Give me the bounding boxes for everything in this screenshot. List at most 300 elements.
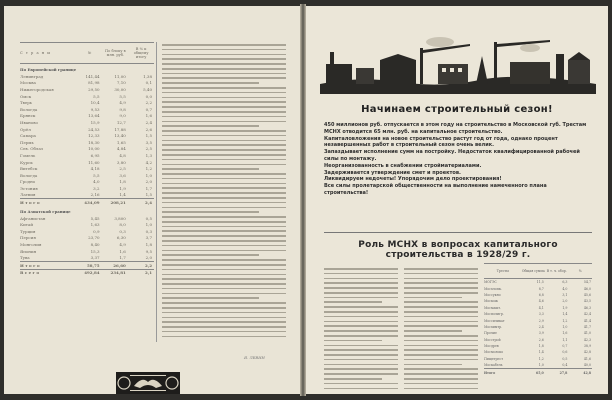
cell: 5,45	[90, 215, 100, 221]
text-line	[404, 359, 478, 361]
cell: 15,9	[90, 119, 100, 125]
section-divider	[324, 232, 592, 233]
cell: 4,2	[145, 159, 153, 165]
cell: Мосхлопк.	[484, 286, 502, 291]
cell: Мосмашт.	[484, 305, 502, 310]
cell: 1,1	[562, 337, 568, 342]
cell: 38,9	[583, 344, 591, 349]
text-line	[162, 106, 286, 108]
text-line	[324, 273, 398, 275]
text-line	[324, 330, 398, 332]
cell: 208,21	[110, 200, 126, 206]
cell: Омск	[20, 93, 32, 99]
cell: 2,0	[562, 299, 568, 304]
cell: 42,4	[583, 312, 591, 317]
cell: 4,1	[538, 305, 544, 310]
text-line	[324, 368, 398, 370]
cell: 5,40	[143, 86, 153, 92]
text-line	[162, 44, 286, 46]
table-row	[20, 80, 154, 87]
cell: 13,40	[114, 133, 126, 139]
cell: 4,84	[116, 146, 126, 152]
cell: 12,33	[88, 133, 100, 139]
border-trade-table	[20, 42, 154, 276]
cell: 2,4	[538, 324, 544, 329]
text-line	[162, 111, 286, 113]
cell: 42,8	[583, 350, 591, 355]
text-line	[162, 202, 286, 204]
cell: 45,6	[583, 292, 591, 297]
table-row	[20, 254, 154, 261]
text-line	[162, 326, 286, 328]
cell: 10,4	[90, 100, 100, 106]
table-row	[20, 172, 154, 179]
cell: 2,1	[145, 270, 153, 276]
cell: 1,0	[145, 222, 153, 228]
lead-paragraph: Все силы пролетарской общественности на выполнение намеченного плана строительства!	[324, 183, 547, 196]
author-signature: Я. ЛЕВИН	[244, 355, 265, 360]
cell: 46,3	[583, 305, 591, 310]
cell: 8,40	[90, 242, 100, 248]
cell: 0,5	[562, 356, 568, 361]
cell: Мосполигр.	[484, 312, 504, 317]
text-line	[162, 336, 286, 338]
table-row	[20, 241, 154, 248]
cell: 41,7	[583, 324, 591, 329]
text-line	[404, 364, 462, 366]
right-page	[306, 6, 608, 394]
cell: 4,9	[119, 100, 126, 106]
page-headline: Начинаем строительный сезон!	[361, 104, 553, 115]
cell: 29,50	[88, 86, 100, 92]
text-line	[404, 292, 478, 294]
cell: И т о г о	[20, 262, 40, 268]
cell: Пищетрест	[484, 356, 503, 361]
text-line	[162, 154, 286, 156]
asia-rows	[20, 215, 154, 261]
left-page	[4, 6, 300, 394]
text-line	[162, 187, 286, 189]
cell: 0,0	[145, 93, 153, 99]
cell: 41,0	[583, 331, 591, 336]
body-text-column	[162, 44, 286, 340]
cell: Москож	[484, 299, 498, 304]
cell: 2,6	[538, 337, 544, 342]
text-line	[162, 192, 286, 194]
text-line	[162, 140, 286, 142]
cell: 54,7	[583, 280, 591, 285]
text-line	[162, 149, 286, 151]
cell: 234,81	[110, 270, 126, 276]
cell: 6,8	[538, 292, 544, 297]
text-line	[162, 168, 259, 170]
cell: 434,09	[84, 200, 100, 206]
cell: 0,1	[145, 80, 153, 86]
cell: 1,9	[562, 305, 568, 310]
table-row	[20, 93, 154, 100]
cell: 1,8	[145, 242, 153, 248]
cell: 43,5	[583, 299, 591, 304]
cell: Турция	[20, 228, 36, 234]
cell: 3,1	[562, 292, 568, 297]
cell: 141,44	[85, 73, 100, 79]
cell: Мосмолоко	[484, 350, 504, 355]
table-row	[20, 132, 154, 139]
section-heading-asia: По Азиатской границе	[20, 208, 71, 214]
cell: Тува	[20, 255, 30, 261]
article-title: Роль МСНХ в вопросах капитального строительства в 1928/29 г.	[358, 240, 558, 260]
text-line	[162, 293, 286, 295]
cell: 42,3	[583, 337, 591, 342]
text-line	[162, 312, 286, 314]
text-line	[404, 378, 478, 380]
text-line	[162, 49, 286, 51]
text-line	[162, 307, 286, 309]
text-line	[162, 159, 286, 161]
section-heading-europe: По Европейской границе	[20, 67, 77, 72]
text-line	[324, 321, 398, 323]
cell: 3,2	[93, 185, 100, 191]
text-line	[324, 354, 398, 356]
cell: Гродно	[20, 179, 36, 185]
table-row	[20, 179, 154, 186]
cell: 3,80	[116, 159, 126, 165]
cell: 1,38	[143, 73, 153, 79]
text-line	[162, 121, 286, 123]
text-line	[162, 269, 286, 271]
cell: 2,4	[145, 119, 153, 125]
cell: 1,0	[562, 324, 568, 329]
cell: 81,98	[88, 80, 100, 86]
text-line	[162, 235, 286, 237]
cell: Нижегородская	[20, 86, 54, 92]
table-row	[20, 235, 154, 242]
text-line	[162, 130, 286, 132]
text-line	[324, 345, 398, 347]
cell: Витебск	[20, 166, 38, 172]
text-line	[404, 316, 478, 318]
cell: Моссиликат	[484, 318, 505, 323]
cell: Гомель	[20, 152, 36, 158]
text-line	[162, 197, 286, 199]
text-line	[162, 283, 286, 285]
text-line	[324, 268, 398, 270]
text-line	[404, 330, 462, 332]
text-line	[162, 278, 286, 280]
cell: 15,3	[90, 248, 100, 254]
text-line	[404, 373, 478, 375]
table-row	[20, 248, 154, 255]
cell: 5,5	[93, 93, 100, 99]
cell: Япония	[20, 248, 37, 254]
capital-investment-table	[484, 263, 592, 376]
cell: Латвия	[20, 192, 36, 198]
cell: Афганистан	[20, 215, 46, 221]
cell: 11,00	[114, 73, 126, 79]
text-line	[162, 173, 286, 175]
text-line	[324, 340, 382, 342]
europe-rows	[20, 73, 154, 198]
cell: Ленинград	[20, 73, 44, 79]
cell: 2,9	[538, 318, 544, 323]
cell: 2,5	[119, 166, 126, 172]
cell: 2,4	[145, 200, 153, 206]
text-line	[162, 116, 286, 118]
text-line	[162, 77, 286, 79]
cell: 23,70	[88, 235, 100, 241]
text-line	[162, 221, 286, 223]
table-row	[20, 165, 154, 172]
cell: Брянск	[20, 113, 36, 119]
text-line	[162, 240, 286, 242]
text-line	[404, 383, 478, 385]
cell: 1,9	[119, 185, 126, 191]
cell: 4,8	[119, 152, 126, 158]
cell: Орёл	[20, 126, 31, 132]
cell: 1,6	[562, 331, 568, 336]
text-line	[404, 282, 478, 284]
cell: 4,0	[562, 286, 568, 291]
cell: 4,0	[93, 179, 100, 185]
lead-paragraph: Неорганизованность в снабжении стройматериалами.	[324, 162, 482, 169]
text-line	[404, 273, 478, 275]
text-line	[162, 63, 286, 65]
text-line	[162, 254, 259, 256]
cell: 2,6	[145, 126, 153, 132]
text-line	[404, 311, 478, 313]
table-row	[20, 119, 154, 126]
cell: 1,0	[145, 172, 153, 178]
cell: 1,7	[145, 185, 153, 191]
cell: Мосхимтр.	[484, 324, 503, 329]
cell: 1,4	[119, 192, 126, 198]
cell: 3,37	[90, 255, 100, 261]
cell: 30,00	[114, 86, 126, 92]
text-line	[162, 264, 286, 266]
text-line	[324, 349, 398, 351]
table-row	[20, 106, 154, 113]
text-line	[404, 388, 478, 390]
cell: И т о г о	[20, 200, 40, 206]
text-line	[404, 306, 478, 308]
cell: 0,7	[145, 106, 153, 112]
table-row	[20, 99, 154, 106]
text-line	[324, 325, 398, 327]
cell: 8,7	[538, 286, 544, 291]
text-line	[324, 278, 398, 280]
text-line	[162, 101, 286, 103]
cell: 11,60	[88, 159, 100, 165]
cell: 5,5	[93, 172, 100, 178]
text-line	[404, 345, 478, 347]
cell: 17,88	[114, 126, 126, 132]
text-line	[162, 317, 286, 319]
table-row	[20, 152, 154, 159]
cell: 4,6	[538, 299, 544, 304]
cell: 1,5	[145, 133, 153, 139]
cell: 3,5	[145, 139, 153, 145]
text-line	[162, 144, 286, 146]
table-row	[20, 215, 154, 222]
cell: 9,5	[145, 248, 153, 254]
cell: 65,0	[536, 370, 544, 375]
text-line	[162, 226, 286, 228]
text-line	[324, 292, 398, 294]
text-line	[324, 335, 398, 337]
cell: 7,10	[116, 80, 126, 86]
text-line	[404, 278, 478, 280]
cell: 1,2	[562, 318, 568, 323]
cell: Эстония	[20, 185, 38, 191]
text-line	[162, 82, 259, 84]
text-line	[404, 354, 478, 356]
text-line	[404, 321, 478, 323]
table-row	[20, 192, 154, 199]
cell: 6,95	[90, 152, 100, 158]
text-line	[324, 378, 382, 380]
table-row	[20, 146, 154, 153]
cell: Персия	[20, 235, 36, 241]
cell: Вологда	[20, 106, 38, 112]
article-column-1	[324, 268, 398, 392]
table-row	[20, 73, 154, 80]
table-row	[20, 126, 154, 133]
text-line	[404, 368, 478, 370]
text-line	[162, 135, 286, 137]
cell: 46,0	[583, 286, 591, 291]
table-row	[20, 113, 154, 120]
table-row	[20, 139, 154, 146]
text-line	[162, 211, 259, 213]
cell: 1,8	[119, 179, 126, 185]
europe-total-row	[20, 198, 154, 206]
cell: 1,4	[562, 312, 568, 317]
cell: 40,0	[583, 363, 591, 368]
text-line	[162, 288, 286, 290]
text-line	[324, 297, 398, 299]
cell: Мосстрой	[484, 337, 501, 342]
cell: Итого	[484, 370, 496, 375]
cell: 2,5	[145, 146, 153, 152]
cell: 3,6	[119, 172, 126, 178]
table-row	[20, 221, 154, 228]
cell: 0,3	[119, 228, 126, 234]
cell: Пермь	[20, 139, 34, 145]
lead-paragraph: 450 миллионов руб. отпускается в этом году на строительство в Московской губ. Трестам МСНХ отводится 65 млн. руб. на капитальное строительство.	[324, 122, 587, 135]
table-header	[484, 263, 592, 279]
text-line	[162, 164, 286, 166]
cell: 1,65	[116, 139, 126, 145]
cell: 3,800	[114, 215, 126, 221]
text-line	[162, 274, 286, 276]
text-line	[324, 306, 398, 308]
text-line	[404, 335, 478, 337]
text-line	[162, 245, 286, 247]
cell: 26,60	[113, 262, 126, 268]
text-line	[324, 282, 398, 284]
cell: 1,4	[538, 350, 544, 355]
text-line	[162, 250, 286, 252]
lead-paragraph: Задерживается утверждение смет и проектов.	[324, 169, 461, 176]
lead-paragraph: Ликвидируем недочеты! Упорядочим дело проектирования!	[324, 176, 502, 183]
cell: 0,6	[562, 350, 568, 355]
text-line	[162, 97, 286, 99]
text-line	[162, 73, 286, 75]
cell: 9,8	[119, 106, 126, 112]
header-cell: %	[578, 269, 582, 273]
text-line	[404, 297, 462, 299]
text-line	[404, 340, 478, 342]
cell: 1,5	[145, 192, 153, 198]
cell: 0,5	[145, 215, 153, 221]
header-cell: С т р а н ы	[20, 51, 52, 55]
text-line	[162, 58, 286, 60]
text-line	[324, 359, 398, 361]
cell: 3,3	[538, 312, 544, 317]
grand-total-row	[20, 269, 154, 277]
handshake-ornament-icon	[116, 372, 180, 394]
cell: 2,2	[145, 262, 153, 268]
cell: 2,0	[145, 255, 153, 261]
cell: 8,0	[119, 222, 126, 228]
text-line	[162, 68, 286, 70]
cell: Вологда	[20, 172, 38, 178]
header-cell: В % к общему итогу	[133, 47, 149, 59]
text-line	[162, 178, 286, 180]
cell: 492,84	[84, 270, 100, 276]
cell: 1,6	[119, 248, 126, 254]
cell: Тверь	[20, 100, 33, 106]
cell: 10,00	[88, 146, 100, 152]
header-cell: Общая сумма	[521, 269, 545, 273]
cell: 9,53	[90, 106, 100, 112]
text-line	[162, 92, 286, 94]
table-row	[20, 185, 154, 192]
cell: Китай	[20, 222, 34, 228]
header-cell: №	[87, 51, 92, 55]
cell: МОГЭС	[484, 280, 497, 285]
cell: Самара	[20, 133, 36, 139]
text-line	[324, 301, 382, 303]
cell: Прочие	[484, 331, 497, 336]
text-line	[162, 321, 286, 323]
cell: 5,5	[119, 93, 126, 99]
text-line	[162, 259, 286, 261]
cell: 1,2	[145, 166, 153, 172]
text-line	[324, 287, 398, 289]
cell: В с е г о	[20, 270, 40, 276]
cell: 3,7	[145, 235, 153, 241]
cell: 0,7	[562, 344, 568, 349]
article-column-2	[404, 268, 478, 392]
text-line	[324, 364, 398, 366]
cell: 12,7	[116, 119, 126, 125]
cell: 13,64	[88, 113, 100, 119]
cell: 2,2	[145, 100, 153, 106]
cell: 4,18	[90, 166, 100, 172]
cell: Курск	[20, 159, 33, 165]
cell: 41,4	[583, 318, 591, 323]
text-line	[404, 325, 478, 327]
header-cell: По блоку в млн. руб.	[105, 49, 126, 57]
cell: 1,7	[119, 255, 126, 261]
cell: 1,8	[538, 344, 544, 349]
construction-banner-illustration	[320, 34, 596, 94]
cell: 2,0	[145, 179, 153, 185]
lead-paragraph: Капиталовложения на новое строительство растут год от года, однако процент незавершенных работ в строительный сезон очень велик.	[324, 135, 558, 149]
text-line	[404, 268, 478, 270]
cell: Мосдрев	[484, 344, 499, 349]
